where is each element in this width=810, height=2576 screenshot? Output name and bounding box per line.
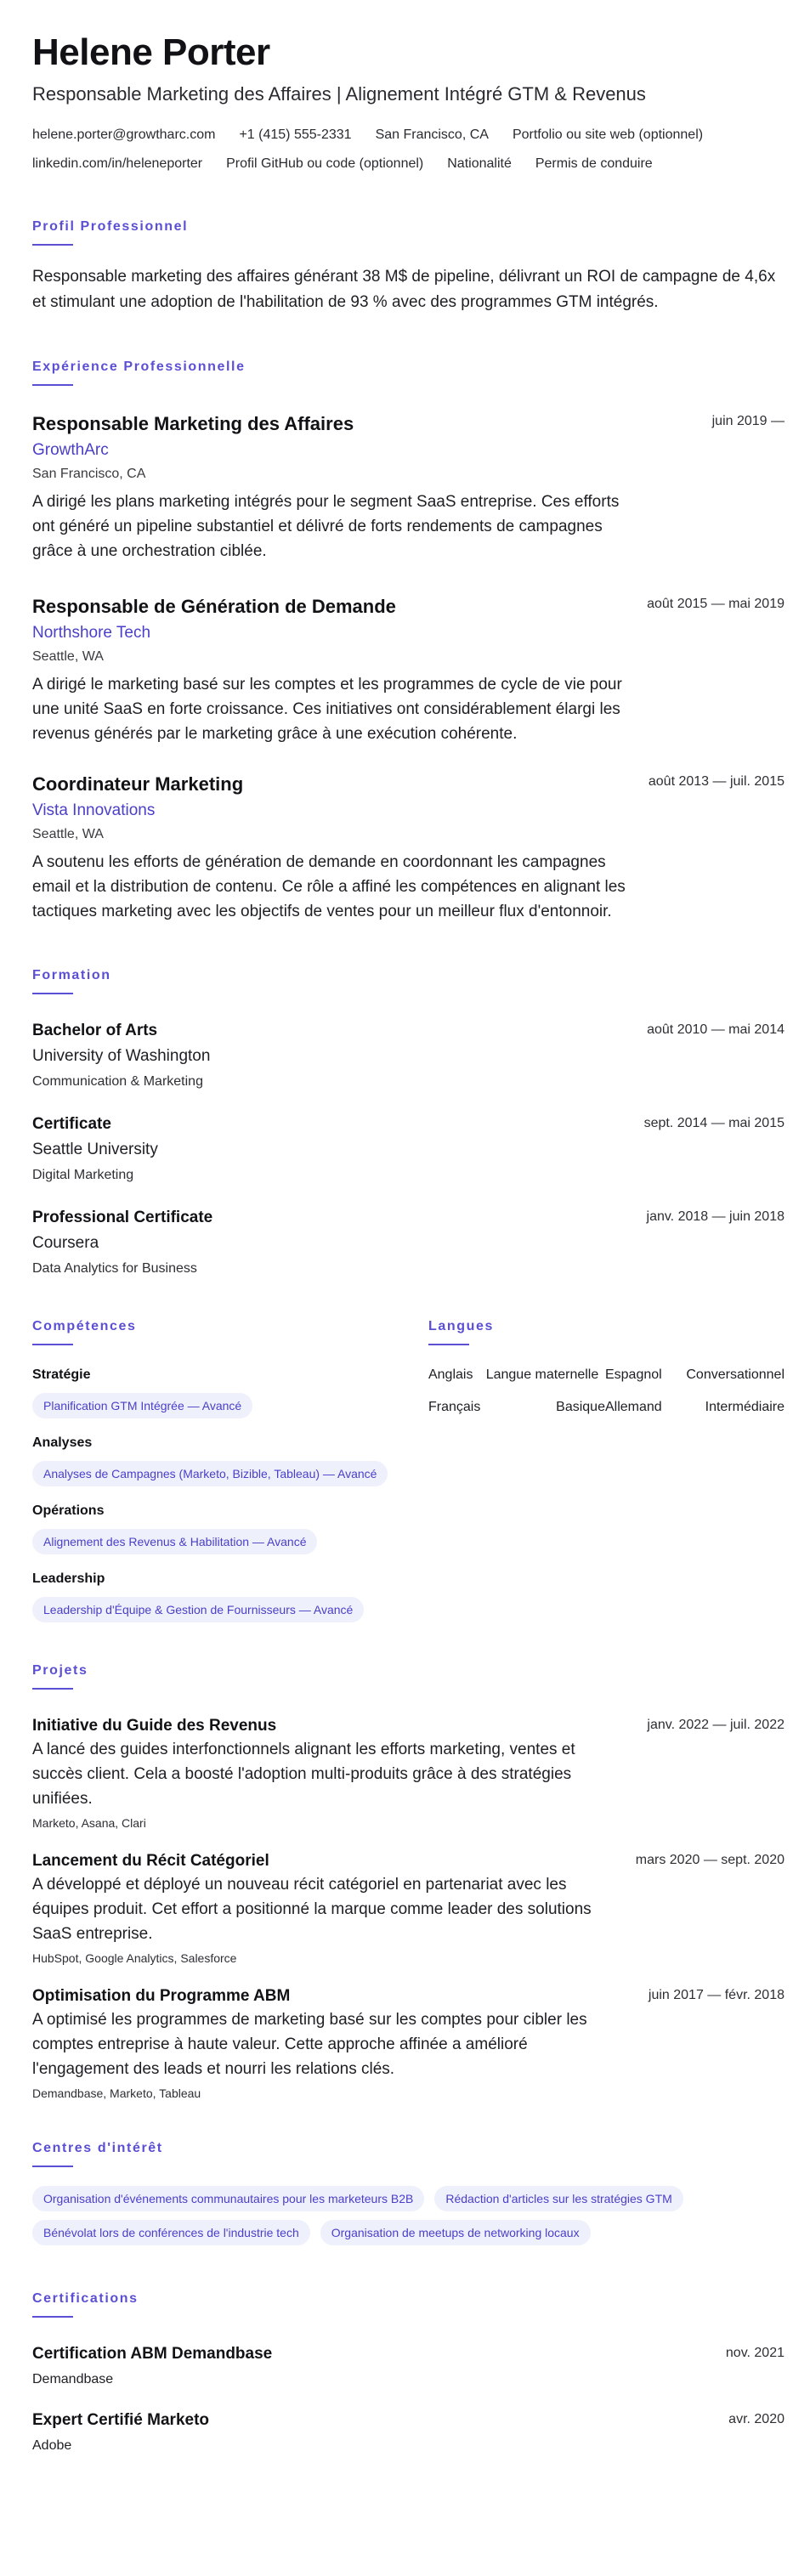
interest-tag: Organisation d'événements communautaires pour les marketeurs B2B xyxy=(32,2186,424,2211)
experience-description: A soutenu les efforts de génération de demande en coordonnant les campagnes email et la distribution de contenu. Ce rôle a affiné les compétences en alignant les tactiques marketing avec les objectifs de ventes pour un meilleur flux d'entonnoir. xyxy=(32,853,626,920)
education-section xyxy=(32,966,785,1278)
experience-location: Seattle, WA xyxy=(32,827,104,841)
certifications-section xyxy=(32,2290,785,2455)
skill-tag: Analyses de Campagnes (Marketo, Bizible, Tableau) — Avancé xyxy=(32,1461,388,1486)
certification-item xyxy=(32,2409,785,2455)
education-school: Seattle University xyxy=(32,1141,158,1158)
language-level: Intermédiaire xyxy=(705,1400,785,1414)
skills-section xyxy=(32,1317,392,1622)
experience-company: GrowthArc xyxy=(32,441,109,459)
project-dates: janv. 2022 — juil. 2022 xyxy=(647,1718,785,1732)
skill-group xyxy=(32,1366,392,1418)
candidate-headline: Responsable Marketing des Affaires | Alignement Intégré GTM & Revenus xyxy=(32,83,646,105)
education-field: Digital Marketing xyxy=(32,1168,134,1182)
section-divider xyxy=(32,2316,73,2318)
section-title-experience: Expérience Professionnelle xyxy=(32,360,246,374)
profile-section xyxy=(32,218,785,315)
resume-header xyxy=(32,31,785,173)
contact-info xyxy=(32,126,780,173)
project-title: Lancement du Récit Catégoriel xyxy=(32,1852,269,1870)
skill-category: Stratégie xyxy=(32,1367,91,1382)
experience-role: Responsable Marketing des Affaires xyxy=(32,413,354,434)
experience-item xyxy=(32,594,785,746)
skill-group xyxy=(32,1434,392,1486)
education-item xyxy=(32,1113,785,1185)
project-technologies: Marketo, Asana, Clari xyxy=(32,1816,146,1830)
certification-date: nov. 2021 xyxy=(725,2346,785,2360)
project-dates: mars 2020 — sept. 2020 xyxy=(635,1853,785,1867)
skill-group xyxy=(32,1502,392,1554)
certification-date: avr. 2020 xyxy=(728,2412,785,2426)
experience-dates: août 2015 — mai 2019 xyxy=(647,597,785,611)
language-name: Français xyxy=(428,1400,481,1414)
project-technologies: HubSpot, Google Analytics, Salesforce xyxy=(32,1951,237,1965)
experience-company: Northshore Tech xyxy=(32,624,151,642)
section-divider xyxy=(32,244,73,246)
experience-description: A dirigé le marketing basé sur les comptes et les programmes de cycle de vie pour une unité SaaS en forte croissance. Ces initiatives ont considérablement élargi les revenus générés par le marketing grâce à une exécution cohérente. xyxy=(32,676,622,743)
languages-section xyxy=(428,1317,785,1622)
education-dates: janv. 2018 — juin 2018 xyxy=(646,1209,785,1224)
experience-description: A dirigé les plans marketing intégrés pour le segment SaaS entreprise. Ces efforts ont généré un pipeline substantiel et délivré de forts rendements de campagnes grâce à une orchestration ciblée. xyxy=(32,493,620,560)
contact-github[interactable]: Profil GitHub ou code (optionnel) xyxy=(226,156,424,171)
contact-email[interactable]: helene.porter@growtharc.com xyxy=(32,127,216,142)
education-degree: Bachelor of Arts xyxy=(32,1022,158,1039)
education-field: Data Analytics for Business xyxy=(32,1261,197,1276)
experience-role: Responsable de Génération de Demande xyxy=(32,596,396,617)
language-level: Conversationnel xyxy=(686,1367,785,1382)
language-level: Langue maternelle xyxy=(485,1367,599,1382)
project-item xyxy=(32,1715,785,1832)
project-title: Initiative du Guide des Revenus xyxy=(32,1717,277,1735)
skill-tag: Alignement des Revenus & Habilitation — Avancé xyxy=(32,1529,317,1554)
skills-languages-row xyxy=(32,1317,785,1622)
project-description: A lancé des guides interfonctionnels alignant les efforts marketing, ventes et succès client. Cela a boosté l'adoption multi-produits grâce à des stratégies unifiées. xyxy=(32,1741,575,1808)
education-field: Communication & Marketing xyxy=(32,1074,203,1089)
project-description: A optimisé les programmes de marketing basé sur les comptes pour cibler les comptes entreprise à haute valeur. Cette approche affinée a amélioré l'engagement des leads et nourri les relations clés. xyxy=(32,2011,587,2078)
contact-portfolio[interactable]: Portfolio ou site web (optionnel) xyxy=(512,127,704,142)
section-divider xyxy=(32,2166,73,2167)
languages-grid xyxy=(428,1366,785,1417)
section-divider xyxy=(428,1344,469,1345)
project-dates: juin 2017 — févr. 2018 xyxy=(648,1988,785,2002)
interests-list xyxy=(32,2186,789,2245)
section-title-skills: Compétences xyxy=(32,1319,137,1333)
section-title-projects: Projets xyxy=(32,1663,88,1678)
experience-role: Coordinateur Marketing xyxy=(32,773,244,795)
experience-section xyxy=(32,358,785,924)
section-title-education: Formation xyxy=(32,968,111,982)
interest-tag: Rédaction d'articles sur les stratégies GTM xyxy=(434,2186,683,2211)
contact-driving-license: Permis de conduire xyxy=(535,156,653,171)
skill-tag: Leadership d'Équipe & Gestion de Fournisseurs — Avancé xyxy=(32,1597,364,1622)
experience-dates: août 2013 — juil. 2015 xyxy=(648,774,785,789)
experience-dates: juin 2019 — xyxy=(711,414,785,428)
section-divider xyxy=(32,1344,73,1345)
certification-name: Certification ABM Demandbase xyxy=(32,2345,273,2363)
section-title-certifications: Certifications xyxy=(32,2291,139,2306)
education-dates: sept. 2014 — mai 2015 xyxy=(643,1116,785,1130)
interest-tag: Bénévolat lors de conférences de l'industrie tech xyxy=(32,2220,310,2245)
skill-category: Analyses xyxy=(32,1435,93,1450)
experience-item xyxy=(32,411,785,563)
project-technologies: Demandbase, Marketo, Tableau xyxy=(32,2086,201,2100)
section-divider xyxy=(32,993,73,994)
experience-company: Vista Innovations xyxy=(32,801,156,819)
skill-tag: Planification GTM Intégrée — Avancé xyxy=(32,1393,252,1418)
certification-issuer: Adobe xyxy=(32,2438,72,2453)
certification-name: Expert Certifié Marketo xyxy=(32,2411,210,2429)
section-divider xyxy=(32,1688,73,1690)
skill-group xyxy=(32,1570,392,1622)
contact-linkedin[interactable]: linkedin.com/in/heleneporter xyxy=(32,156,203,171)
project-title: Optimisation du Programme ABM xyxy=(32,1987,291,2005)
education-degree: Professional Certificate xyxy=(32,1209,213,1226)
profile-summary: Responsable marketing des affaires générant 38 M$ de pipeline, délivrant un ROI de campagne de 4,6x et stimulant une adoption de l'habilitation de 93 % avec des programmes GTM intégrés. xyxy=(32,268,776,311)
language-name: Allemand xyxy=(604,1400,662,1414)
certification-item xyxy=(32,2343,785,2389)
experience-item xyxy=(32,772,785,924)
certification-issuer: Demandbase xyxy=(32,2372,114,2386)
education-item xyxy=(32,1207,785,1278)
project-description: A développé et déployé un nouveau récit catégoriel en partenariat avec les équipes produit. Cet effort a positionné la marque comme leader des solutions SaaS entreprise. xyxy=(32,1876,592,1943)
projects-section xyxy=(32,1662,785,2102)
experience-location: San Francisco, CA xyxy=(32,467,146,481)
interests-section xyxy=(32,2139,785,2245)
project-item xyxy=(32,1985,785,2102)
project-item xyxy=(32,1850,785,1967)
contact-nationality: Nationalité xyxy=(447,156,512,171)
experience-location: Seattle, WA xyxy=(32,649,104,664)
education-degree: Certificate xyxy=(32,1115,111,1133)
language-level: Basique xyxy=(556,1400,605,1414)
interest-tag: Organisation de meetups de networking locaux xyxy=(320,2220,591,2245)
contact-location: San Francisco, CA xyxy=(375,127,489,142)
section-title-languages: Langues xyxy=(428,1319,494,1333)
language-name: Espagnol xyxy=(604,1367,662,1382)
contact-phone[interactable]: +1 (415) 555-2331 xyxy=(239,127,352,142)
section-title-profile: Profil Professionnel xyxy=(32,219,189,234)
section-divider xyxy=(32,384,73,386)
skill-category: Opérations xyxy=(32,1503,105,1518)
education-dates: août 2010 — mai 2014 xyxy=(647,1022,785,1037)
education-item xyxy=(32,1020,785,1091)
candidate-name: Helene Porter xyxy=(32,31,270,73)
education-school: University of Washington xyxy=(32,1047,211,1065)
language-name: Anglais xyxy=(428,1367,473,1382)
education-school: Coursera xyxy=(32,1234,99,1252)
section-title-interests: Centres d'intérêt xyxy=(32,2141,163,2155)
skill-category: Leadership xyxy=(32,1571,105,1586)
